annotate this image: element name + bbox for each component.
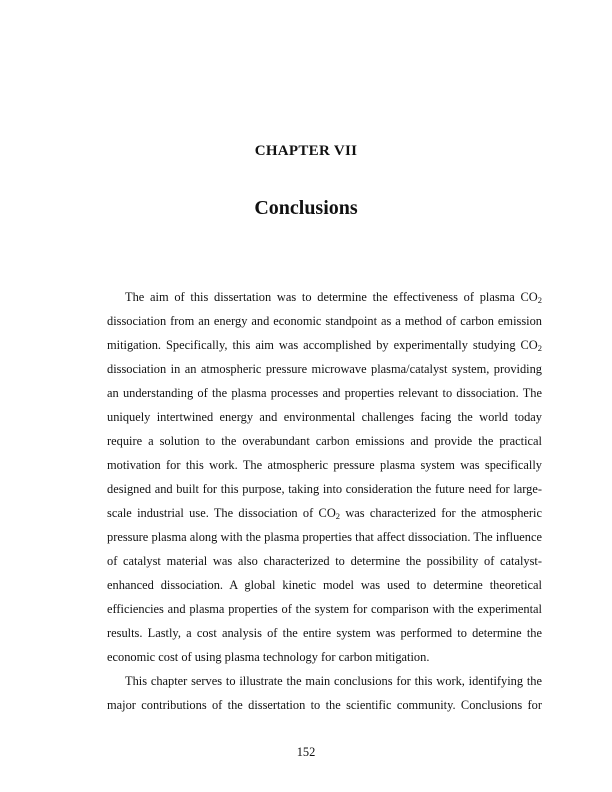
text-segment: require a solution to the overabundant carbon emissions and provide the practical <box>107 434 542 448</box>
text-line <box>107 649 542 665</box>
text-line <box>107 697 542 713</box>
text-segment: designed and built for this purpose, taking into consideration the future need for large- <box>107 482 542 496</box>
text-segment: motivation for this work. The atmospheric pressure plasma system was specifically <box>107 458 542 472</box>
text-line <box>107 577 542 593</box>
text-line <box>107 481 542 497</box>
text-segment: dissociation in an atmospheric pressure microwave plasma/catalyst system, providing <box>107 362 542 376</box>
text-line <box>107 433 542 449</box>
text-segment: results. Lastly, a cost analysis of the entire system was performed to determine the <box>107 626 542 640</box>
text-segment: This chapter serves to illustrate the main conclusions for this work, identifying the <box>125 674 542 688</box>
text-line <box>107 553 542 569</box>
text-segment: major contributions of the dissertation to the scientific community. Conclusions for <box>107 698 542 712</box>
text-segment: an understanding of the plasma processes and properties relevant to dissociation. The <box>107 386 542 400</box>
text-line <box>107 505 542 521</box>
text-line <box>107 409 542 425</box>
text-segment: enhanced dissociation. A global kinetic model was used to determine theoretical <box>107 578 542 592</box>
subscript: 2 <box>335 511 341 521</box>
text-segment: was characterized for the atmospheric <box>340 506 542 520</box>
text-segment: economic cost of using plasma technology for carbon mitigation. <box>107 650 430 664</box>
text-line <box>107 361 542 377</box>
text-segment: uniquely intertwined energy and environmental challenges facing the world today <box>107 410 542 424</box>
text-line <box>107 337 542 353</box>
text-segment: The aim of this dissertation was to determine the effectiveness of plasma CO <box>125 290 538 304</box>
text-segment: mitigation. Specifically, this aim was accomplished by experimentally studying CO <box>107 338 538 352</box>
text-line <box>125 673 542 689</box>
text-line <box>107 529 542 545</box>
text-segment: pressure plasma along with the plasma properties that affect dissociation. The influence <box>107 530 542 544</box>
chapter-title: Conclusions <box>254 197 358 219</box>
text-segment: scale industrial use. The dissociation of CO <box>107 506 336 520</box>
text-line <box>107 601 542 617</box>
text-line <box>107 625 542 641</box>
text-line <box>107 313 542 329</box>
subscript: 2 <box>537 295 542 305</box>
page-number: 152 <box>296 745 316 759</box>
text-segment: of catalyst material was also characterized to determine the possibility of catalyst- <box>107 554 542 568</box>
text-line <box>107 457 542 473</box>
subscript: 2 <box>537 343 542 353</box>
text-segment: efficiencies and plasma properties of the system for comparison with the experimental <box>107 602 542 616</box>
text-segment: dissociation from an energy and economic standpoint as a method of carbon emission <box>107 314 542 328</box>
chapter-label: CHAPTER VII <box>254 143 358 159</box>
text-line <box>107 385 542 401</box>
text-line <box>125 289 542 305</box>
